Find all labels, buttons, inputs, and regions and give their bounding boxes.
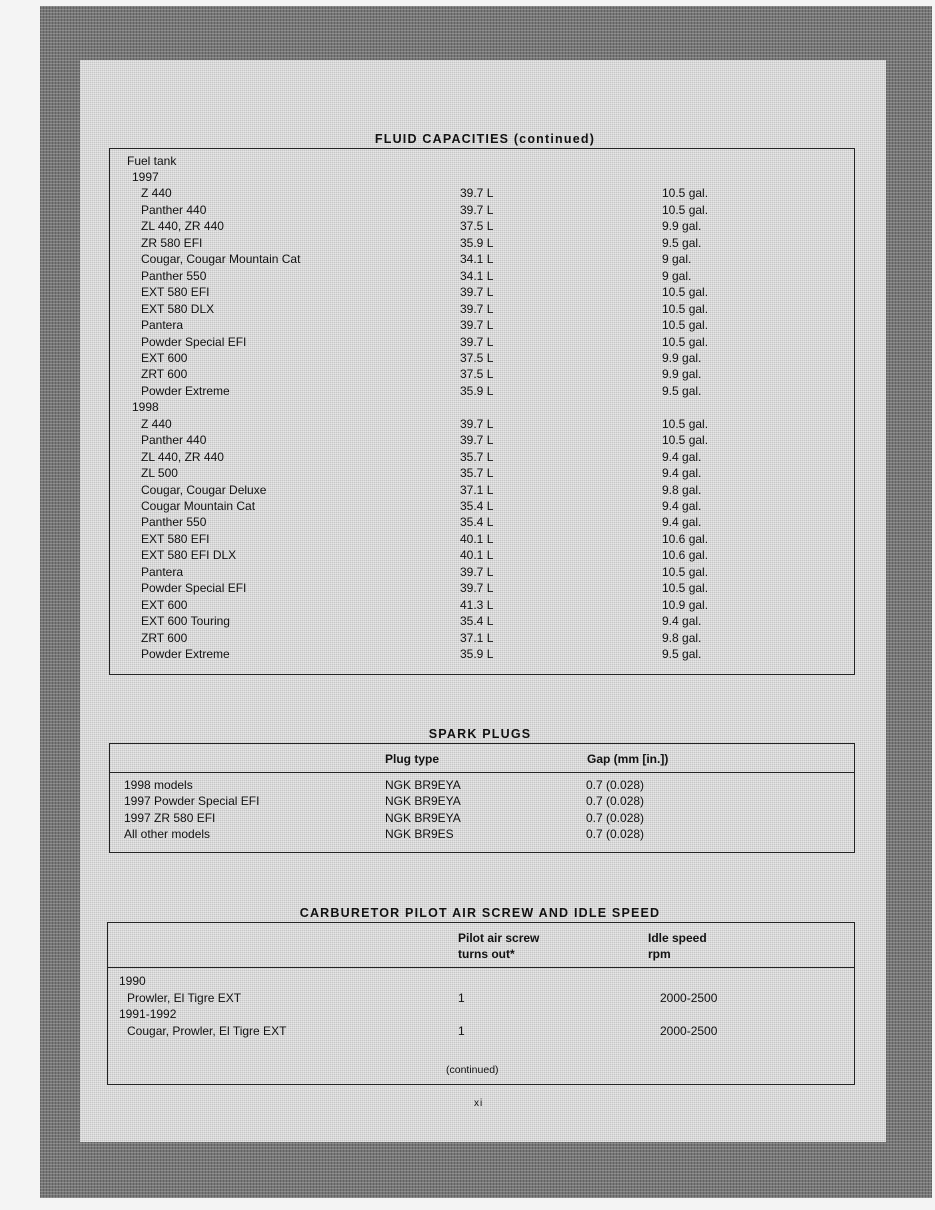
model-cell: EXT 600 Touring <box>141 614 230 629</box>
fluid-row <box>110 383 854 399</box>
gap-cell: 0.7 (0.028) <box>586 794 645 809</box>
carb-row <box>108 990 854 1006</box>
fuel-tank-label: Fuel tank <box>127 154 177 168</box>
plug-type-cell: NGK BR9EYA <box>385 810 461 825</box>
pilot-cell: 1 <box>458 1023 465 1038</box>
fluid-row <box>110 564 854 580</box>
fluid-row <box>110 646 854 662</box>
liters-cell: 39.7 L <box>460 301 494 316</box>
model-cell: Prowler, El Tigre EXT <box>127 990 242 1005</box>
fluid-capacities-title: FLUID CAPACITIES (continued) <box>374 132 596 146</box>
liters-cell: 35.4 L <box>460 614 494 629</box>
gallons-cell: 10.5 gal. <box>662 318 709 333</box>
gallons-cell: 10.5 gal. <box>662 581 709 596</box>
fluid-row <box>110 547 854 563</box>
fluid-row <box>110 268 854 284</box>
carburetor-table <box>107 922 855 1085</box>
model-cell: Cougar, Cougar Mountain Cat <box>141 252 301 267</box>
liters-cell: 35.9 L <box>460 235 494 250</box>
liters-cell: 34.1 L <box>460 252 494 267</box>
carb-header-divider <box>108 967 854 968</box>
spark-row <box>110 777 854 793</box>
carburetor-title: CARBURETOR PILOT AIR SCREW AND IDLE SPEED <box>299 906 661 920</box>
model-cell: 1997 ZR 580 EFI <box>124 810 216 825</box>
model-cell: EXT 580 DLX <box>141 301 215 316</box>
fluid-row <box>110 432 854 448</box>
gallons-cell: 9.5 gal. <box>662 235 702 250</box>
spark-row <box>110 793 854 809</box>
fluid-row <box>110 416 854 432</box>
gap-header: Gap (mm [in.]) <box>587 752 669 766</box>
liters-cell: 39.7 L <box>460 334 494 349</box>
model-cell: All other models <box>124 826 211 841</box>
spark-header-divider <box>110 772 854 773</box>
gallons-cell: 10.6 gal. <box>662 531 709 546</box>
carb-row <box>108 973 854 989</box>
idle-speed-header-line2: rpm <box>648 947 671 961</box>
liters-cell: 37.1 L <box>460 482 494 497</box>
liters-cell: 39.7 L <box>460 433 494 448</box>
model-cell: 1997 Powder Special EFI <box>124 794 260 809</box>
model-cell: Pantera <box>141 318 184 333</box>
gallons-cell: 9.9 gal. <box>662 367 702 382</box>
model-cell: Cougar Mountain Cat <box>141 499 256 513</box>
model-cell: EXT 580 EFI <box>141 285 210 300</box>
gallons-cell: 9.5 gal. <box>662 383 702 398</box>
page-number: xi <box>474 1098 484 1109</box>
gallons-cell: 10.5 gal. <box>662 285 709 300</box>
liters-cell: 40.1 L <box>460 548 494 563</box>
model-cell: Powder Extreme <box>141 383 230 398</box>
model-cell: ZRT 600 <box>141 630 188 645</box>
gap-cell: 0.7 (0.028) <box>586 778 645 792</box>
model-cell: Powder Extreme <box>141 647 230 662</box>
liters-cell: 35.7 L <box>460 449 494 464</box>
model-cell: ZR 580 EFI <box>141 235 203 250</box>
gallons-cell: 9.4 gal. <box>662 449 702 464</box>
model-cell: ZL 500 <box>141 466 178 481</box>
liters-cell: 37.1 L <box>460 630 494 645</box>
spark-plugs-title: SPARK PLUGS <box>428 727 532 741</box>
fluid-row <box>110 185 854 201</box>
gallons-cell: 10.6 gal. <box>662 548 709 563</box>
pilot-cell: 1 <box>458 990 465 1005</box>
liters-cell: 34.1 L <box>460 268 494 283</box>
model-cell: Cougar, Cougar Deluxe <box>141 482 267 497</box>
idle-cell: 2000-2500 <box>660 990 718 1005</box>
carb-row <box>108 1023 854 1039</box>
model-cell: EXT 600 <box>141 597 188 612</box>
fluid-row <box>110 399 854 415</box>
fluid-row <box>110 251 854 267</box>
fluid-row <box>110 498 854 514</box>
gallons-cell: 9 gal. <box>662 252 692 267</box>
fluid-row <box>110 202 854 218</box>
gallons-cell: 10.5 gal. <box>662 301 709 316</box>
gallons-cell: 9.5 gal. <box>662 647 702 662</box>
model-cell: Powder Special EFI <box>141 334 247 349</box>
fluid-row <box>110 597 854 613</box>
fluid-row <box>110 531 854 547</box>
fluid-row <box>110 218 854 234</box>
gallons-cell: 9.8 gal. <box>662 630 702 645</box>
liters-cell: 37.5 L <box>460 350 494 365</box>
gallons-cell: 10.5 gal. <box>662 186 709 201</box>
pilot-air-screw-header-line1: Pilot air screw <box>458 931 540 945</box>
fluid-row <box>110 169 854 185</box>
liters-cell: 37.5 L <box>460 367 494 382</box>
gallons-cell: 9 gal. <box>662 268 692 283</box>
liters-cell: 41.3 L <box>460 597 494 612</box>
fluid-row <box>110 465 854 481</box>
gallons-cell: 9.4 gal. <box>662 614 702 629</box>
model-cell: Panther 550 <box>141 268 207 283</box>
fluid-row <box>110 235 854 251</box>
pilot-air-screw-header-line2: turns out* <box>458 947 515 961</box>
fluid-row <box>110 317 854 333</box>
spark-plugs-table <box>109 743 855 853</box>
liters-cell: 40.1 L <box>460 531 494 546</box>
gallons-cell: 10.5 gal. <box>662 564 709 579</box>
model-cell: Cougar, Prowler, El Tigre EXT <box>127 1023 287 1038</box>
plug-type-cell: NGK BR9ES <box>385 826 454 841</box>
model-cell: EXT 600 <box>141 350 188 365</box>
idle-cell: 2000-2500 <box>660 1023 718 1038</box>
fluid-capacities-table <box>109 148 855 675</box>
model-cell: Panther 550 <box>141 515 207 530</box>
gallons-cell: 10.5 gal. <box>662 334 709 349</box>
carb-row <box>108 1006 854 1022</box>
plug-type-header: Plug type <box>385 752 440 766</box>
model-cell: Panther 440 <box>141 202 207 217</box>
liters-cell: 39.7 L <box>460 581 494 596</box>
model-cell: Pantera <box>141 564 184 579</box>
model-cell: ZL 440, ZR 440 <box>141 449 224 464</box>
model-cell: 1998 models <box>124 778 193 792</box>
gallons-cell: 10.5 gal. <box>662 416 709 431</box>
model-cell: Z 440 <box>141 186 172 201</box>
fluid-row <box>110 580 854 596</box>
plug-type-cell: NGK BR9EYA <box>385 794 461 809</box>
gallons-cell: 10.5 gal. <box>662 202 709 217</box>
fluid-row <box>110 630 854 646</box>
liters-cell: 35.9 L <box>460 383 494 398</box>
gallons-cell: 9.4 gal. <box>662 515 702 530</box>
idle-speed-header-line1: Idle speed <box>648 931 707 945</box>
model-cell: Powder Special EFI <box>141 581 247 596</box>
gallons-cell: 9.9 gal. <box>662 219 702 234</box>
liters-cell: 35.9 L <box>460 647 494 662</box>
model-cell: 1997 <box>132 170 159 184</box>
fluid-row <box>110 284 854 300</box>
liters-cell: 35.4 L <box>460 515 494 530</box>
liters-cell: 35.7 L <box>460 466 494 481</box>
gallons-cell: 10.9 gal. <box>662 597 709 612</box>
liters-cell: 35.4 L <box>460 499 494 513</box>
model-cell: 1998 <box>132 400 159 415</box>
model-cell: 1991-1992 <box>119 1007 177 1021</box>
model-cell: EXT 580 EFI <box>141 531 210 546</box>
liters-cell: 37.5 L <box>460 219 494 234</box>
gap-cell: 0.7 (0.028) <box>586 810 645 825</box>
fluid-row <box>110 613 854 629</box>
fluid-row <box>110 482 854 498</box>
fluid-row <box>110 366 854 382</box>
model-cell: ZRT 600 <box>141 367 188 382</box>
model-cell: ZL 440, ZR 440 <box>141 219 224 234</box>
model-cell: EXT 580 EFI DLX <box>141 548 237 563</box>
liters-cell: 39.7 L <box>460 564 494 579</box>
fluid-row <box>110 350 854 366</box>
spark-row <box>110 826 854 842</box>
gallons-cell: 9.8 gal. <box>662 482 702 497</box>
gallons-cell: 9.4 gal. <box>662 499 702 513</box>
gap-cell: 0.7 (0.028) <box>586 826 645 841</box>
model-cell: Panther 440 <box>141 433 207 448</box>
continued-note: (continued) <box>446 1064 499 1076</box>
liters-cell: 39.7 L <box>460 202 494 217</box>
model-cell: 1990 <box>119 974 146 988</box>
gallons-cell: 10.5 gal. <box>662 433 709 448</box>
fluid-row <box>110 514 854 530</box>
liters-cell: 39.7 L <box>460 416 494 431</box>
spark-row <box>110 810 854 826</box>
liters-cell: 39.7 L <box>460 186 494 201</box>
gallons-cell: 9.4 gal. <box>662 466 702 481</box>
model-cell: Z 440 <box>141 416 172 431</box>
fluid-row <box>110 449 854 465</box>
gallons-cell: 9.9 gal. <box>662 350 702 365</box>
plug-type-cell: NGK BR9EYA <box>385 778 461 792</box>
fluid-row <box>110 334 854 350</box>
liters-cell: 39.7 L <box>460 318 494 333</box>
fluid-row <box>110 301 854 317</box>
liters-cell: 39.7 L <box>460 285 494 300</box>
